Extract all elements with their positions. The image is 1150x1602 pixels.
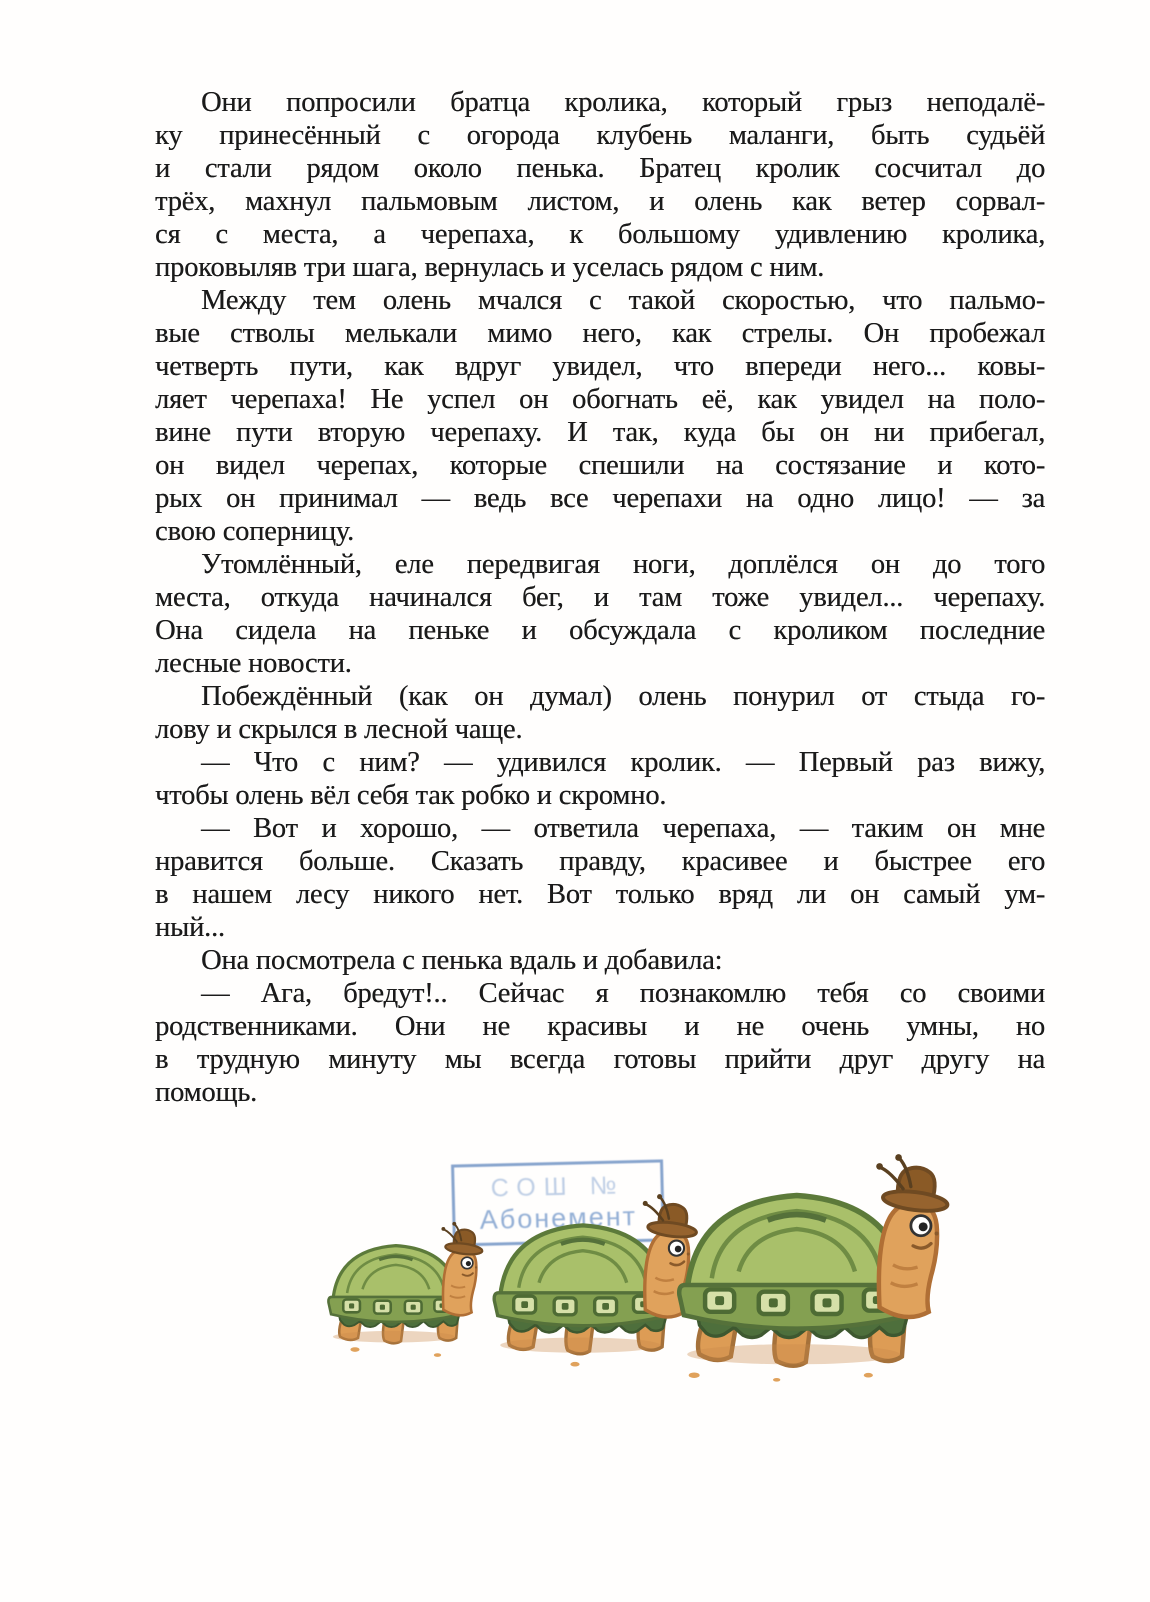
story-paragraph — [155, 284, 1045, 548]
text-line: он видел черепах, которые спешили на состязание и кото- — [155, 450, 1045, 481]
text-line: Побеждённый (как он думал) олень понурил от стыда го- — [201, 681, 1045, 712]
text-line: нравится больше. Сказать правду, красивее и быстрее его — [155, 846, 1045, 877]
turtle-small — [328, 1222, 484, 1343]
story-paragraph — [155, 746, 1045, 812]
text-line: Между тем олень мчался с такой скоростью, что пальмо- — [201, 285, 1045, 316]
text-line: — Вот и хорошо, — ответила черепаха, — таким он мне — [201, 813, 1045, 844]
text-line: Она сидела на пеньке и обсуждала с кроликом последние — [155, 615, 1045, 646]
text-line: — Ага, бредут!.. Сейчас я познакомлю тебя со своими — [201, 978, 1045, 1009]
library-stamp-line2: Абонемент — [479, 1201, 638, 1235]
text-line: — Что с ним? — удивился кролик. — Первый раз вижу, — [201, 747, 1045, 778]
text-line: и стали рядом около пенька. Братец кролик сосчитал до — [155, 153, 1045, 184]
text-line: Они попросили братца кролика, который грыз неподалё- — [201, 87, 1045, 118]
text-line: вые стволы мелькали мимо него, как стрелы. Он пробежал — [155, 318, 1045, 349]
turtle-medium — [494, 1194, 699, 1354]
text-line: ку принесённый с огорода клубень маланги, быть судьёй — [155, 120, 1045, 151]
turtles-illustration — [300, 1146, 960, 1389]
text-line: свою соперницу. — [155, 516, 354, 547]
text-line: помощь. — [155, 1077, 257, 1108]
text-line: проковыляв три шага, вернулась и уселась рядом с ним. — [155, 252, 825, 283]
text-line: лесные новости. — [155, 648, 352, 679]
text-line: Она посмотрела с пенька вдаль и добавила: — [201, 945, 723, 976]
story-paragraph — [155, 812, 1045, 944]
text-line: рых он принимал — ведь все черепахи на одно лицо! — за — [155, 483, 1045, 514]
story-paragraph — [155, 944, 1045, 977]
text-line: трёх, махнул пальмовым листом, и олень как ветер сорвал- — [155, 186, 1045, 217]
text-line: места, откуда начинался бег, и там тоже увидел... черепаху. — [155, 582, 1045, 613]
text-line: ный... — [155, 912, 225, 943]
text-line: ся с места, а черепаха, к большому удивлению кролика, — [155, 219, 1045, 250]
text-line: в нашем лесу никого нет. Вот только вряд ли он самый ум- — [155, 879, 1045, 910]
text-line: родственниками. Они не красивы и не очень умны, но — [155, 1011, 1045, 1042]
text-line: лову и скрылся в лесной чаще. — [155, 714, 523, 745]
text-line: Утомлённый, еле передвигая ноги, доплёлся он до того — [201, 549, 1045, 580]
story-paragraph — [155, 977, 1045, 1109]
story-paragraph — [155, 86, 1045, 284]
text-line: чтобы олень вёл себя так робко и скромно. — [155, 780, 667, 811]
text-line: в трудную минуту мы всегда готовы прийти друг другу на — [155, 1044, 1045, 1075]
story-text — [155, 86, 1045, 1109]
story-paragraph — [155, 680, 1045, 746]
turtle-large — [679, 1154, 951, 1366]
text-line: вине пути вторую черепаху. И так, куда бы он ни прибегал, — [155, 417, 1045, 448]
text-line: ляет черепаха! Не успел он обогнать её, как увидел на поло- — [155, 384, 1045, 415]
library-stamp-line1: СОШ № — [490, 1171, 625, 1203]
text-line: четверть пути, как вдруг увидел, что впереди него... ковы- — [155, 351, 1045, 382]
story-paragraph — [155, 548, 1045, 680]
